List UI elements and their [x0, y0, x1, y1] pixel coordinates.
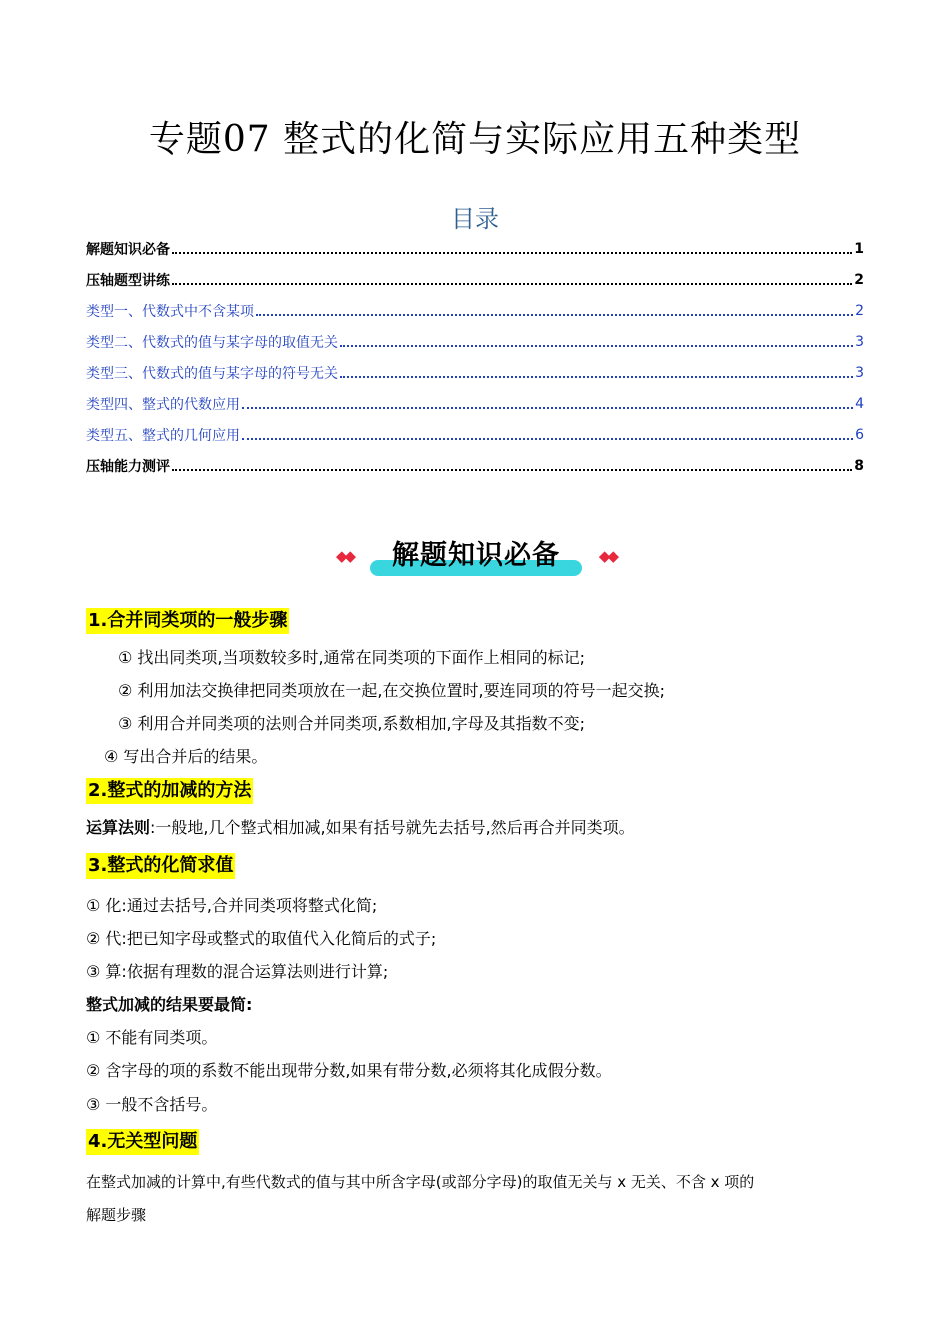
section-2-heading — [86, 778, 253, 804]
toc-leader-dots — [172, 269, 852, 285]
toc-entry-page: 2 — [855, 302, 864, 319]
toc-entry-page: 8 — [854, 457, 864, 474]
banner-title: 解题知识必备 — [392, 540, 560, 571]
section-heading: 4.无关型问题 — [86, 1129, 199, 1155]
step-item: ② 利用加法交换律把同类项放在一起,在交换位置时,要连同项的符号一起交换; — [118, 681, 665, 700]
section-4-heading — [86, 1129, 199, 1155]
rule-text: :一般地,几个整式相加减,如果有括号就先去括号,然后再合并同类项。 — [150, 818, 635, 837]
section-3-heading — [86, 853, 235, 879]
toc-leader-dots — [340, 331, 853, 347]
step-item: ② 代:把已知字母或整式的取值代入化简后的式子; — [86, 929, 437, 948]
toc-entry-label: 类型五、整式的几何应用 — [86, 427, 240, 444]
requirement-item: ② 含字母的项的系数不能出现带分数,如果有带分数,必须将其化成假分数。 — [86, 1061, 612, 1080]
section-heading: 3.整式的化简求值 — [86, 853, 235, 879]
paragraph-line: 解题步骤 — [86, 1206, 147, 1224]
toc-entry-label: 类型一、代数式中不含某项 — [86, 303, 254, 320]
document-title: 专题07 整式的化简与实际应用五种类型 — [148, 119, 802, 160]
toc-entry-assessment[interactable] — [86, 450, 864, 481]
diamond-icon: ◆◆ — [336, 547, 354, 565]
toc-entry-type-3[interactable] — [86, 357, 864, 388]
toc-entry-knowledge[interactable] — [86, 233, 864, 264]
toc-entry-page: 3 — [855, 333, 864, 350]
toc-leader-dots — [242, 393, 853, 409]
toc-entry-page: 6 — [855, 426, 864, 443]
toc-leader-dots — [256, 300, 853, 316]
toc-entry-page: 4 — [855, 395, 864, 412]
step-item: ① 化:通过去括号,合并同类项将整式化简; — [86, 896, 378, 915]
toc-leader-dots — [172, 238, 852, 254]
step-item: ③ 算:依据有理数的混合运算法则进行计算; — [86, 962, 389, 981]
step-item: ① 找出同类项,当项数较多时,通常在同类项的下面作上相同的标记; — [118, 648, 585, 667]
toc-title: 目录 — [451, 205, 499, 233]
toc-entry-label: 压轴题型讲练 — [86, 272, 170, 289]
toc-leader-dots — [242, 424, 853, 440]
step-item: ④ 写出合并后的结果。 — [104, 747, 268, 766]
rule-paragraph — [86, 817, 635, 839]
toc-entry-label: 类型三、代数式的值与某字母的符号无关 — [86, 365, 338, 382]
toc-entry-label: 解题知识必备 — [86, 241, 170, 258]
toc-entry-practice[interactable] — [86, 264, 864, 295]
toc-entry-label: 类型四、整式的代数应用 — [86, 396, 240, 413]
toc-entry-page: 3 — [855, 364, 864, 381]
toc-entry-type-1[interactable] — [86, 295, 864, 326]
toc-entry-page: 2 — [854, 271, 864, 288]
sub-heading: 整式加减的结果要最简: — [86, 995, 253, 1014]
rule-label: 运算法则 — [86, 818, 151, 837]
step-item: ③ 利用合并同类项的法则合并同类项,系数相加,字母及其指数不变; — [118, 714, 585, 733]
toc-leader-dots — [340, 362, 853, 378]
paragraph-line: 在整式加减的计算中,有些代数式的值与其中所含字母(或部分字母)的取值无关与 x 无关、不含 x 项的 — [86, 1173, 755, 1191]
toc-entry-type-2[interactable] — [86, 326, 864, 357]
section-heading: 2.整式的加减的方法 — [86, 778, 253, 804]
toc-entry-page: 1 — [854, 240, 864, 257]
toc-entry-type-4[interactable] — [86, 388, 864, 419]
table-of-contents — [86, 233, 864, 481]
requirement-item: ③ 一般不含括号。 — [86, 1095, 218, 1114]
requirement-item: ① 不能有同类项。 — [86, 1028, 218, 1047]
section-1-heading — [86, 608, 289, 634]
toc-leader-dots — [172, 455, 852, 471]
toc-entry-type-5[interactable] — [86, 419, 864, 450]
toc-entry-label: 类型二、代数式的值与某字母的取值无关 — [86, 334, 338, 351]
section-banner — [336, 536, 616, 580]
toc-entry-label: 压轴能力测评 — [86, 458, 170, 475]
diamond-icon: ◆◆ — [598, 547, 616, 565]
section-heading: 1.合并同类项的一般步骤 — [86, 608, 289, 634]
